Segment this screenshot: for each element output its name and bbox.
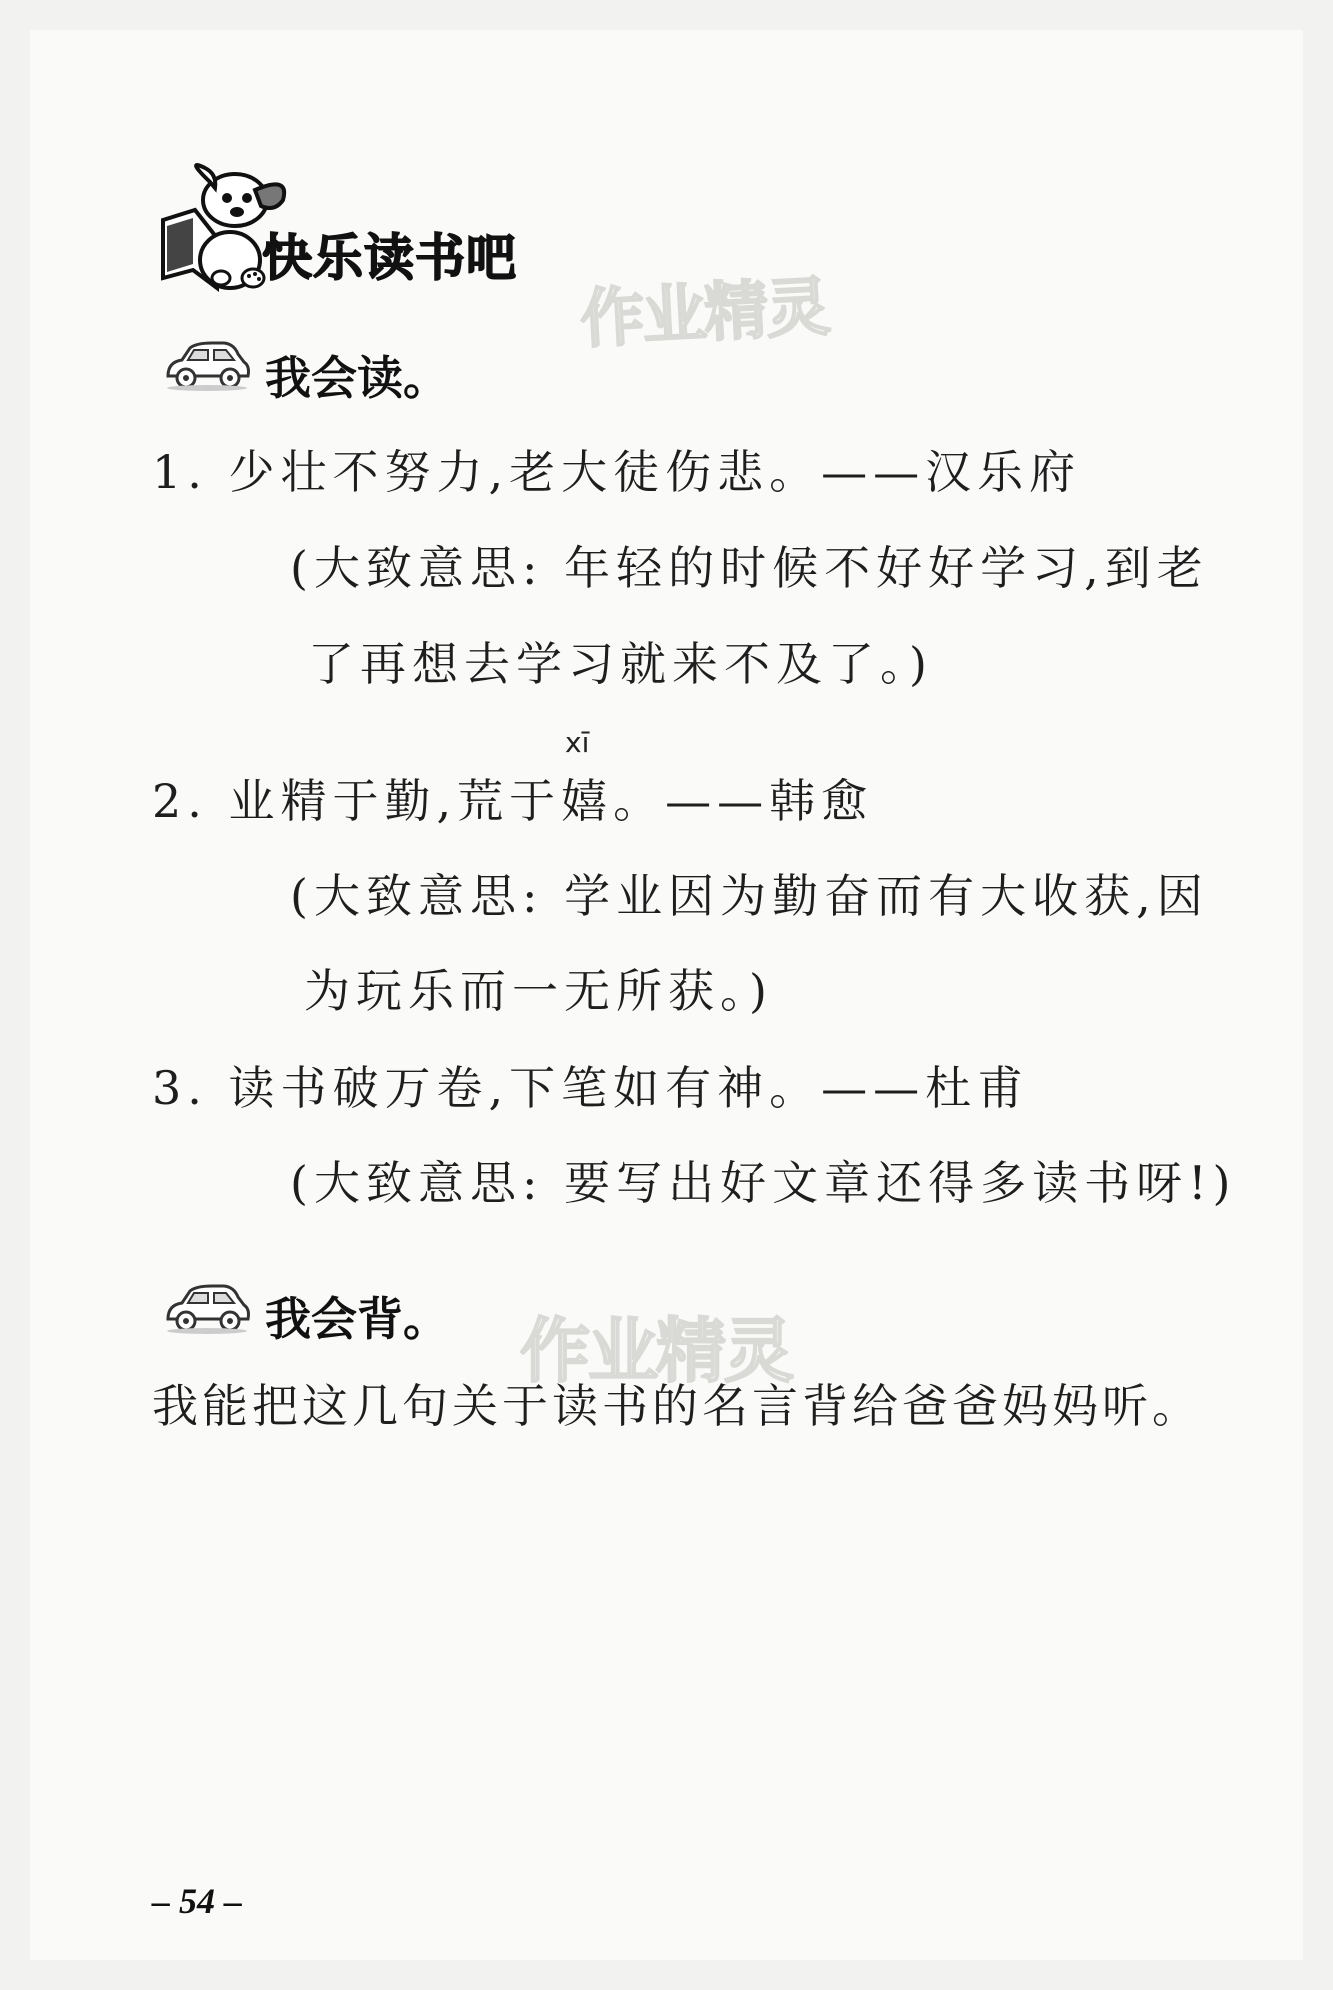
watermark: 作业精灵 — [578, 270, 831, 358]
quote-1-meaning-line1: (大致意思: 年轻的时候不好好学习,到老 — [290, 541, 1209, 595]
section-heading-recite: 我会背。 — [265, 1292, 449, 1346]
quote-1-meaning-line2: 了再想去学习就来不及了。) — [308, 637, 933, 691]
quote-2: 2. 业精于勤,荒于嬉。——韩愈 — [152, 774, 874, 828]
quote-3: 3. 读书破万卷,下笔如有神。——杜甫 — [152, 1061, 1030, 1115]
section-heading-read: 我会读。 — [265, 351, 449, 405]
header-title: 快乐读书吧 — [262, 229, 517, 287]
quote-1: 1. 少壮不努力,老大徒伤悲。——汉乐府 — [152, 445, 1082, 499]
pinyin-annotation: xī — [565, 726, 590, 759]
page-number: – 54 – — [152, 1881, 242, 1921]
recite-instruction: 我能把这几句关于读书的名言背给爸爸妈妈听。 — [152, 1379, 1202, 1433]
car-icon — [162, 340, 252, 392]
car-icon — [162, 1283, 252, 1335]
quote-2-meaning-line1: (大致意思: 学业因为勤奋而有大收获,因 — [290, 869, 1209, 923]
watermark: 作业精灵 — [520, 1310, 792, 1392]
quote-2-meaning-line2: 为玩乐而一无所获。) — [304, 964, 773, 1018]
quote-3-meaning: (大致意思: 要写出好文章还得多读书呀!) — [290, 1156, 1237, 1210]
